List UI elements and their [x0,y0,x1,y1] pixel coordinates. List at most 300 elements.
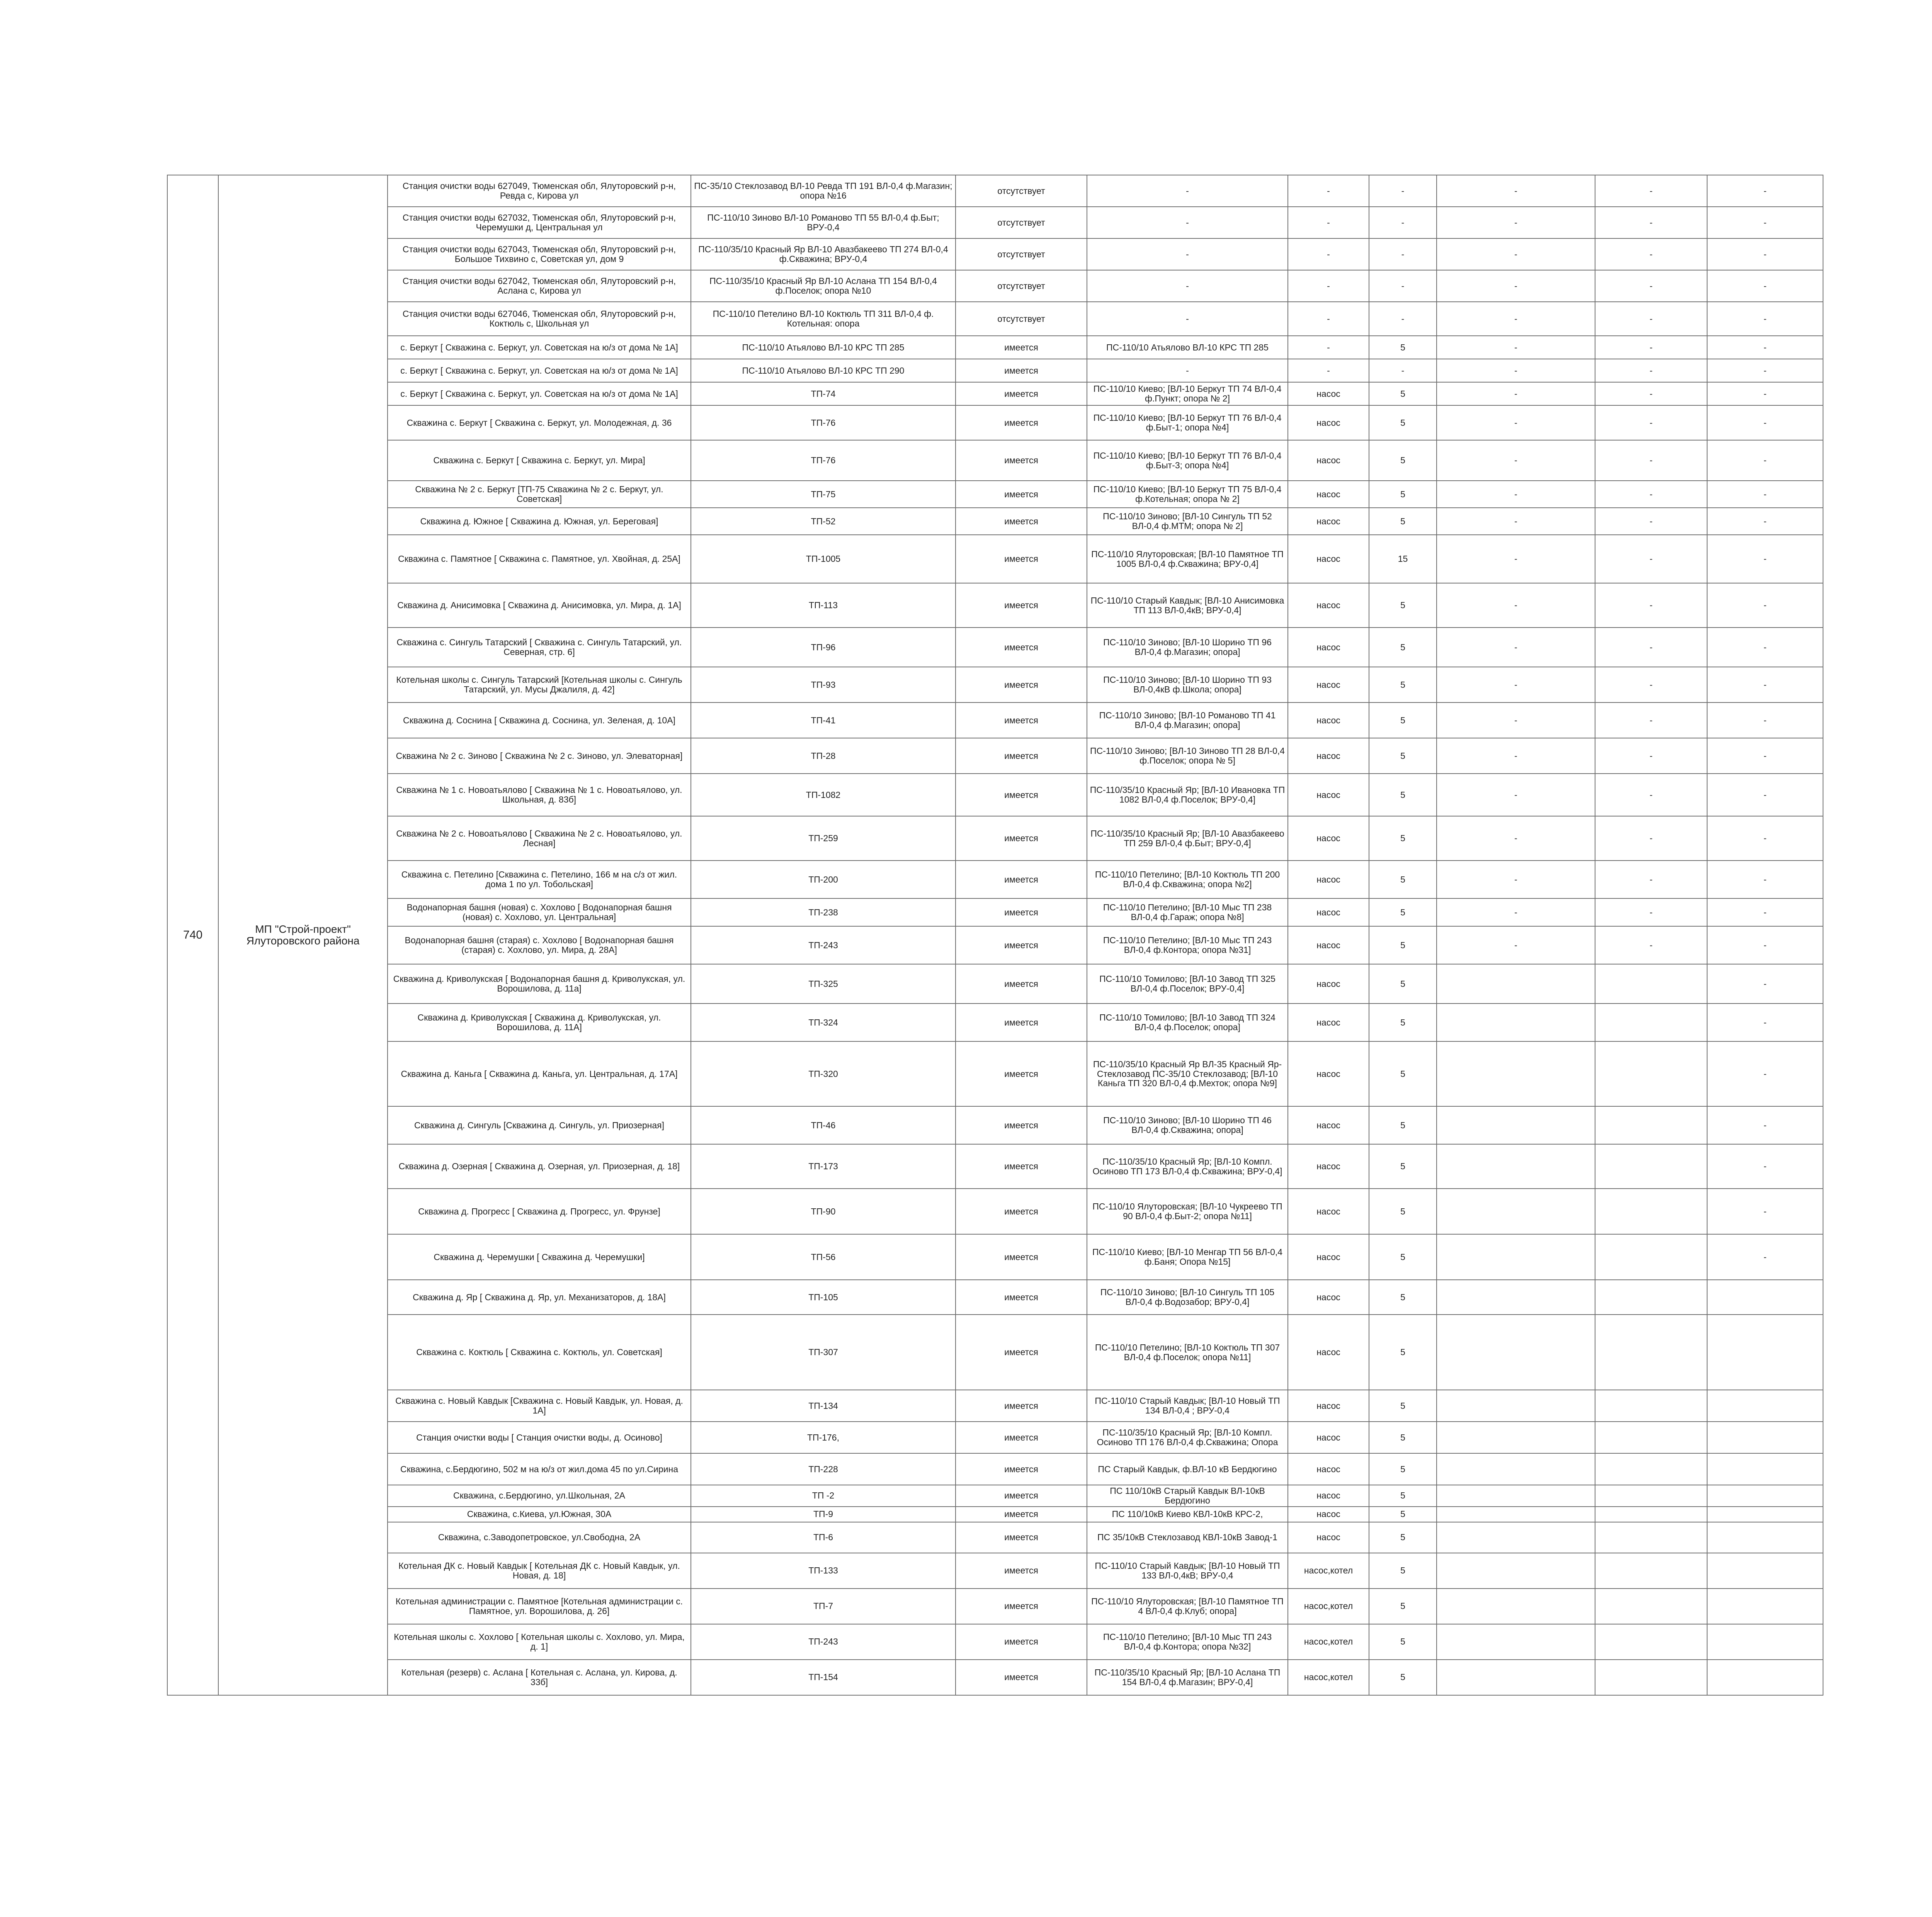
table-row [167,583,1823,628]
table-row [167,1422,1823,1453]
table-row [167,336,1823,359]
power-source-cell: ТП-200 [691,861,956,898]
connection-point-cell: ПС-110/10 Томилово; [ВЛ-10 Завод ТП 324 ВЛ-0,4 ф.Поселок; опора] [1087,1004,1288,1041]
table-row [167,405,1823,440]
connection-point-cell: ПС-110/10 Ялуторовская; [ВЛ-10 Памятное ТП 4 ВЛ-0,4 ф.Клуб; опора] [1087,1589,1288,1624]
power-cell: 5 [1369,774,1437,816]
presence-cell: отсутствует [956,270,1087,302]
table-row [167,207,1823,238]
extra-cell-3: - [1707,1234,1823,1280]
presence-cell: имеется [956,774,1087,816]
connection-point-cell: ПС-110/10 Ялуторовская; [ВЛ-10 Памятное ТП 1005 ВЛ-0,4 ф.Скважина; ВРУ-0,4] [1087,535,1288,583]
presence-cell: имеется [956,964,1087,1004]
power-cell: - [1369,207,1437,238]
power-source-cell: ТП-56 [691,1234,956,1280]
power-cell: 5 [1369,1589,1437,1624]
equipment-cell: насос [1288,1522,1369,1553]
power-cell: 5 [1369,583,1437,628]
power-source-cell: ТП-6 [691,1522,956,1553]
extra-cell-3: - [1707,964,1823,1004]
presence-cell: имеется [956,1315,1087,1390]
extra-cell-2: - [1595,302,1707,336]
table-row [167,667,1823,703]
extra-cell-1 [1437,1422,1595,1453]
extra-cell-1 [1437,1189,1595,1234]
power-source-cell: ПС-110/10 Зиново ВЛ-10 Романово ТП 55 ВЛ-0,4 ф.Быт; ВРУ-0,4 [691,207,956,238]
connection-point-cell: - [1087,207,1288,238]
connection-point-cell: - [1087,302,1288,336]
power-source-cell: ТП-41 [691,703,956,738]
table-row [167,1624,1823,1660]
extra-cell-2 [1595,1004,1707,1041]
presence-cell: имеется [956,898,1087,926]
object-name-cell: Скважина д. Криволукская [ Скважина д. Криволукская, ул. Ворошилова, д. 11А] [388,1004,691,1041]
extra-cell-1: - [1437,816,1595,861]
extra-cell-3 [1707,1280,1823,1315]
connection-point-cell: ПС-110/35/10 Красный Яр; [ВЛ-10 Авазбакеево ТП 259 ВЛ-0,4 ф.Быт; ВРУ-0,4] [1087,816,1288,861]
power-cell: 5 [1369,703,1437,738]
equipment-cell: насос [1288,1234,1369,1280]
extra-cell-3: - [1707,270,1823,302]
object-name-cell: Станция очистки воды [ Станция очистки воды, д. Осиново] [388,1422,691,1453]
extra-cell-1: - [1437,207,1595,238]
power-cell: 5 [1369,1041,1437,1106]
extra-cell-3: - [1707,1106,1823,1144]
extra-cell-3: - [1707,336,1823,359]
power-source-cell: ТП-238 [691,898,956,926]
equipment-cell: насос [1288,738,1369,774]
object-name-cell: Скважина д. Соснина [ Скважина д. Соснина, ул. Зеленая, д. 10А] [388,703,691,738]
connection-point-cell: ПС-110/10 Зиново; [ВЛ-10 Сингуль ТП 52 ВЛ-0,4 ф.МТМ; опора № 2] [1087,508,1288,535]
extra-cell-3 [1707,1507,1823,1522]
power-cell: 5 [1369,1553,1437,1589]
presence-cell: имеется [956,1485,1087,1507]
record-number-cell: 740 [167,175,218,1695]
presence-cell: имеется [956,1004,1087,1041]
table-row [167,703,1823,738]
presence-cell: имеется [956,382,1087,405]
extra-cell-2 [1595,1144,1707,1189]
extra-cell-3 [1707,1589,1823,1624]
equipment-cell: насос [1288,628,1369,667]
extra-cell-1: - [1437,270,1595,302]
extra-cell-2: - [1595,481,1707,508]
extra-cell-3: - [1707,861,1823,898]
power-cell: - [1369,302,1437,336]
power-source-cell: ТП-93 [691,667,956,703]
object-name-cell: Скважина с. Новый Кавдык [Скважина с. Новый Кавдык, ул. Новая, д. 1А] [388,1390,691,1422]
power-cell: 5 [1369,1522,1437,1553]
power-cell: 5 [1369,628,1437,667]
table-row [167,1660,1823,1695]
power-cell: 5 [1369,861,1437,898]
extra-cell-1 [1437,1004,1595,1041]
power-cell: 5 [1369,1234,1437,1280]
extra-cell-1 [1437,1485,1595,1507]
connection-point-cell: ПС-110/10 Зиново; [ВЛ-10 Шорино ТП 46 ВЛ-0,4 ф.Скважина; опора] [1087,1106,1288,1144]
presence-cell: имеется [956,336,1087,359]
extra-cell-1: - [1437,535,1595,583]
table-row [167,1315,1823,1390]
equipment-cell: насос [1288,1144,1369,1189]
object-name-cell: Скважина с. Беркут [ Скважина с. Беркут, ул. Молодежная, д. 36 [388,405,691,440]
connection-point-cell: ПС-110/35/10 Красный Яр ВЛ-35 Красный Яр-Стеклозавод ПС-35/10 Стеклозавод; [ВЛ-10 Каньга ТП 320 ВЛ-0,4 ф.Мехток; опора №9] [1087,1041,1288,1106]
table-row [167,302,1823,336]
table-row [167,508,1823,535]
extra-cell-2: - [1595,382,1707,405]
power-source-cell: ТП-76 [691,440,956,481]
power-cell: 5 [1369,816,1437,861]
connection-point-cell: - [1087,359,1288,382]
equipment-cell: насос [1288,1390,1369,1422]
power-cell: 5 [1369,1485,1437,1507]
connection-point-cell: ПС-110/10 Томилово; [ВЛ-10 Завод ТП 325 ВЛ-0,4 ф.Поселок; ВРУ-0,4] [1087,964,1288,1004]
extra-cell-3: - [1707,440,1823,481]
extra-cell-2: - [1595,667,1707,703]
equipment-cell: насос,котел [1288,1553,1369,1589]
presence-cell: отсутствует [956,175,1087,207]
presence-cell: имеется [956,1589,1087,1624]
extra-cell-1: - [1437,774,1595,816]
extra-cell-2: - [1595,628,1707,667]
extra-cell-2: - [1595,738,1707,774]
presence-cell: имеется [956,359,1087,382]
power-source-cell: ТП-75 [691,481,956,508]
power-source-cell: ТП-228 [691,1453,956,1485]
extra-cell-1: - [1437,405,1595,440]
extra-cell-3 [1707,1553,1823,1589]
object-name-cell: Скважина с. Коктюль [ Скважина с. Коктюль, ул. Советская] [388,1315,691,1390]
equipment-cell: насос [1288,382,1369,405]
presence-cell: имеется [956,1390,1087,1422]
presence-cell: имеется [956,583,1087,628]
table-row [167,1553,1823,1589]
connection-point-cell: ПС-110/10 Киево; [ВЛ-10 Беркут ТП 75 ВЛ-0,4 ф.Котельная; опора № 2] [1087,481,1288,508]
extra-cell-2 [1595,1660,1707,1695]
extra-cell-2 [1595,1522,1707,1553]
extra-cell-3: - [1707,302,1823,336]
power-cell: 5 [1369,405,1437,440]
extra-cell-2: - [1595,270,1707,302]
object-name-cell: Станция очистки воды 627032, Тюменская обл, Ялуторовский р-н, Черемушки д, Центральная ул [388,207,691,238]
extra-cell-2 [1595,1422,1707,1453]
object-name-cell: Станция очистки воды 627043, Тюменская обл, Ялуторовский р-н, Большое Тихвино с, Советская ул, дом 9 [388,238,691,270]
extra-cell-2 [1595,1041,1707,1106]
object-name-cell: Скважина № 2 с. Новоатьялово [ Скважина № 2 с. Новоатьялово, ул. Лесная] [388,816,691,861]
power-source-cell: ТП-28 [691,738,956,774]
extra-cell-3: - [1707,382,1823,405]
extra-cell-3: - [1707,774,1823,816]
table-row [167,175,1823,207]
equipment-cell: насос [1288,703,1369,738]
table-row [167,1485,1823,1507]
equipment-cell: насос,котел [1288,1624,1369,1660]
equipment-cell: - [1288,175,1369,207]
object-name-cell: Котельная администрации с. Памятное [Котельная администрации с. Памятное, ул. Ворошилова, д. 26] [388,1589,691,1624]
table-row [167,1522,1823,1553]
connection-point-cell: ПС-110/10 Зиново; [ВЛ-10 Шорино ТП 96 ВЛ-0,4 ф.Магазин; опора] [1087,628,1288,667]
table-row [167,926,1823,964]
power-source-cell: ТП-90 [691,1189,956,1234]
equipment-cell: насос,котел [1288,1660,1369,1695]
presence-cell: имеется [956,738,1087,774]
table-row [167,270,1823,302]
power-cell: 5 [1369,1422,1437,1453]
extra-cell-3: - [1707,508,1823,535]
table-row [167,816,1823,861]
extra-cell-1: - [1437,238,1595,270]
power-cell: 5 [1369,382,1437,405]
extra-cell-1 [1437,1280,1595,1315]
table-row [167,481,1823,508]
extra-cell-2 [1595,1589,1707,1624]
extra-cell-2: - [1595,405,1707,440]
presence-cell: имеется [956,1144,1087,1189]
object-name-cell: Скважина, с.Бердюгино, ул.Школьная, 2А [388,1485,691,1507]
presence-cell: имеется [956,1189,1087,1234]
extra-cell-3 [1707,1522,1823,1553]
equipment-cell: насос [1288,1189,1369,1234]
extra-cell-3: - [1707,1144,1823,1189]
equipment-cell: - [1288,270,1369,302]
power-cell: 5 [1369,481,1437,508]
power-cell: 5 [1369,1315,1437,1390]
extra-cell-1 [1437,1234,1595,1280]
power-source-cell: ТП-320 [691,1041,956,1106]
extra-cell-3: - [1707,1041,1823,1106]
connection-point-cell: ПС 110/10кВ Киево КВЛ-10кВ КРС-2, [1087,1507,1288,1522]
extra-cell-1: - [1437,175,1595,207]
equipment-cell: насос [1288,1315,1369,1390]
table-row [167,738,1823,774]
connection-point-cell: ПС-110/10 Старый Кавдык; [ВЛ-10 Анисимовка ТП 113 ВЛ-0,4кВ; ВРУ-0,4] [1087,583,1288,628]
object-name-cell: Скважина д. Черемушки [ Скважина д. Черемушки] [388,1234,691,1280]
extra-cell-1: - [1437,382,1595,405]
equipment-cell: насос [1288,926,1369,964]
presence-cell: имеется [956,926,1087,964]
equipment-cell: - [1288,238,1369,270]
power-cell: 5 [1369,440,1437,481]
connection-point-cell: ПС-110/10 Зиново; [ВЛ-10 Романово ТП 41 ВЛ-0,4 ф.Магазин; опора] [1087,703,1288,738]
object-name-cell: с. Беркут [ Скважина с. Беркут, ул. Советская на ю/з от дома № 1А] [388,382,691,405]
table-row [167,1041,1823,1106]
connection-point-cell: ПС-110/10 Петелино; [ВЛ-10 Коктюль ТП 307 ВЛ-0,4 ф.Поселок; опора №11] [1087,1315,1288,1390]
extra-cell-2: - [1595,774,1707,816]
equipment-cell: насос [1288,1004,1369,1041]
connection-point-cell: ПС-110/10 Старый Кавдык; [ВЛ-10 Новый ТП 134 ВЛ-0,4 ; ВРУ-0,4 [1087,1390,1288,1422]
extra-cell-2: - [1595,926,1707,964]
power-cell: 15 [1369,535,1437,583]
object-name-cell: Скважина с. Сингуль Татарский [ Скважина с. Сингуль Татарский, ул. Северная, стр. 6] [388,628,691,667]
presence-cell: имеется [956,1106,1087,1144]
extra-cell-1 [1437,1106,1595,1144]
presence-cell: имеется [956,1041,1087,1106]
equipment-cell: - [1288,207,1369,238]
extra-cell-1: - [1437,302,1595,336]
extra-cell-1: - [1437,583,1595,628]
extra-cell-3: - [1707,175,1823,207]
extra-cell-2 [1595,1390,1707,1422]
table-row [167,774,1823,816]
power-cell: 5 [1369,964,1437,1004]
table-row [167,1507,1823,1522]
extra-cell-3: - [1707,1189,1823,1234]
extra-cell-1 [1437,1315,1595,1390]
extra-cell-3 [1707,1624,1823,1660]
equipment-cell: насос [1288,1422,1369,1453]
equipment-cell: насос [1288,1453,1369,1485]
extra-cell-1 [1437,1522,1595,1553]
object-name-cell: Скважина № 2 с. Зиново [ Скважина № 2 с. Зиново, ул. Элеваторная] [388,738,691,774]
extra-cell-3: - [1707,481,1823,508]
equipment-cell: насос [1288,481,1369,508]
equipment-cell: насос [1288,816,1369,861]
connection-point-cell: ПС-110/10 Зиново; [ВЛ-10 Шорино ТП 93 ВЛ-0,4кВ ф.Школа; опора] [1087,667,1288,703]
extra-cell-2 [1595,1280,1707,1315]
power-cell: 5 [1369,667,1437,703]
extra-cell-3: - [1707,816,1823,861]
extra-cell-1 [1437,1453,1595,1485]
power-source-cell: ТП-96 [691,628,956,667]
extra-cell-2 [1595,1553,1707,1589]
presence-cell: имеется [956,508,1087,535]
power-source-cell: ТП-259 [691,816,956,861]
power-cell: 5 [1369,508,1437,535]
extra-cell-1: - [1437,508,1595,535]
object-name-cell: Котельная школы с. Сингуль Татарский [Котельная школы с. Сингуль Татарский, ул. Мусы Джалиля, д. 42] [388,667,691,703]
extra-cell-1 [1437,1589,1595,1624]
table-row [167,535,1823,583]
extra-cell-1: - [1437,861,1595,898]
presence-cell: имеется [956,861,1087,898]
presence-cell: имеется [956,405,1087,440]
connection-point-cell: ПС-110/10 Киево; [ВЛ-10 Менгар ТП 56 ВЛ-0,4 ф.Баня; Опора №15] [1087,1234,1288,1280]
extra-cell-2: - [1595,207,1707,238]
power-cell: - [1369,238,1437,270]
presence-cell: имеется [956,1422,1087,1453]
extra-cell-1: - [1437,359,1595,382]
connection-point-cell: ПС-110/10 Киево; [ВЛ-10 Беркут ТП 76 ВЛ-0,4 ф.Быт-3; опора №4] [1087,440,1288,481]
extra-cell-3 [1707,1453,1823,1485]
extra-cell-2: - [1595,440,1707,481]
power-cell: 5 [1369,898,1437,926]
extra-cell-3: - [1707,359,1823,382]
extra-cell-2: - [1595,583,1707,628]
extra-cell-3: - [1707,583,1823,628]
object-name-cell: Скважина д. Южное [ Скважина д. Южная, ул. Береговая] [388,508,691,535]
extra-cell-3: - [1707,667,1823,703]
power-source-cell: ПС-110/10 Атьялово ВЛ-10 КРС ТП 285 [691,336,956,359]
extra-cell-3: - [1707,738,1823,774]
connection-point-cell: ПС Старый Кавдык, ф.ВЛ-10 кВ Бердюгино [1087,1453,1288,1485]
object-name-cell: Скважина, с.Заводопетровское, ул.Свободна, 2А [388,1522,691,1553]
object-name-cell: Станция очистки воды 627046, Тюменская обл, Ялуторовский р-н, Коктюль с, Школьная ул [388,302,691,336]
connection-point-cell: ПС 110/10кВ Старый Кавдык ВЛ-10кВ Бердюгино [1087,1485,1288,1507]
table-row [167,964,1823,1004]
presence-cell: имеется [956,481,1087,508]
connection-point-cell: ПС-110/10 Зиново; [ВЛ-10 Зиново ТП 28 ВЛ-0,4 ф.Поселок; опора № 5] [1087,738,1288,774]
power-cell: 5 [1369,1280,1437,1315]
equipment-cell: - [1288,336,1369,359]
power-source-cell: ТП-176, [691,1422,956,1453]
extra-cell-3 [1707,1390,1823,1422]
equipment-cell: насос [1288,964,1369,1004]
connection-point-cell: ПС-110/10 Зиново; [ВЛ-10 Сингуль ТП 105 ВЛ-0,4 ф.Водозабор; ВРУ-0,4] [1087,1280,1288,1315]
power-source-cell: ПС-110/35/10 Красный Яр ВЛ-10 Авазбакеево ТП 274 ВЛ-0,4 ф.Скважина; ВРУ-0,4 [691,238,956,270]
presence-cell: имеется [956,703,1087,738]
extra-cell-2 [1595,1106,1707,1144]
power-cell: 5 [1369,1390,1437,1422]
connection-point-cell: ПС-110/35/10 Красный Яр; [ВЛ-10 Аслана ТП 154 ВЛ-0,4 ф.Магазин; ВРУ-0,4] [1087,1660,1288,1695]
power-cell: 5 [1369,1189,1437,1234]
object-name-cell: с. Беркут [ Скважина с. Беркут, ул. Советская на ю/з от дома № 1А] [388,336,691,359]
power-source-cell: ПС-35/10 Стеклозавод ВЛ-10 Ревда ТП 191 ВЛ-0,4 ф.Магазин; опора №16 [691,175,956,207]
presence-cell: имеется [956,1553,1087,1589]
presence-cell: имеется [956,440,1087,481]
power-source-cell: ТП-113 [691,583,956,628]
power-source-cell: ТП-307 [691,1315,956,1390]
extra-cell-1 [1437,1390,1595,1422]
extra-cell-3 [1707,1422,1823,1453]
power-source-cell: ПС-110/10 Петелино ВЛ-10 Коктюль ТП 311 ВЛ-0,4 ф. Котельная: опора [691,302,956,336]
extra-cell-3: - [1707,535,1823,583]
power-source-cell: ТП-46 [691,1106,956,1144]
extra-cell-1 [1437,964,1595,1004]
object-name-cell: Скважина д. Анисимовка [ Скважина д. Анисимовка, ул. Мира, д. 1А] [388,583,691,628]
power-source-cell: ТП -2 [691,1485,956,1507]
power-cell: 5 [1369,1660,1437,1695]
power-source-cell: ПС-110/35/10 Красный Яр ВЛ-10 Аслана ТП 154 ВЛ-0,4 ф.Поселок; опора №10 [691,270,956,302]
power-source-cell: ТП-154 [691,1660,956,1695]
equipment-cell: насос [1288,1041,1369,1106]
extra-cell-2: - [1595,508,1707,535]
object-name-cell: Скважина, с.Киева, ул.Южная, 30А [388,1507,691,1522]
object-name-cell: Скважина д. Прогресс [ Скважина д. Прогресс, ул. Фрунзе] [388,1189,691,1234]
power-source-cell: ТП-1082 [691,774,956,816]
extra-cell-3 [1707,1485,1823,1507]
table-row [167,1106,1823,1144]
connection-point-cell: ПС-110/10 Атьялово ВЛ-10 КРС ТП 285 [1087,336,1288,359]
extra-cell-2 [1595,1234,1707,1280]
equipment-cell: - [1288,302,1369,336]
power-source-cell: ТП-324 [691,1004,956,1041]
object-name-cell: Водонапорная башня (старая) с. Хохлово [ Водонапорная башня (старая) с. Хохлово, ул. Мира, д. 28А] [388,926,691,964]
equipment-cell: насос [1288,898,1369,926]
power-cell: 5 [1369,336,1437,359]
presence-cell: имеется [956,535,1087,583]
object-name-cell: Скважина д. Сингуль [Скважина д. Сингуль, ул. Приозерная] [388,1106,691,1144]
connection-point-cell: - [1087,175,1288,207]
connection-point-cell: ПС-110/10 Петелино; [ВЛ-10 Мыс ТП 238 ВЛ-0,4 ф.Гараж; опора №8] [1087,898,1288,926]
power-cell: 5 [1369,1453,1437,1485]
extra-cell-2: - [1595,861,1707,898]
extra-cell-1 [1437,1624,1595,1660]
object-name-cell: Скважина д. Криволукская [ Водонапорная башня д. Криволукская, ул. Ворошилова, д. 11а] [388,964,691,1004]
extra-cell-3: - [1707,898,1823,926]
power-cell: - [1369,175,1437,207]
power-source-cell: ТП-134 [691,1390,956,1422]
object-name-cell: Скважина № 2 с. Беркут [ТП-75 Скважина № 2 с. Беркут, ул. Советская] [388,481,691,508]
extra-cell-1: - [1437,336,1595,359]
table-row [167,1234,1823,1280]
extra-cell-3: - [1707,405,1823,440]
extra-cell-1: - [1437,926,1595,964]
power-source-cell: ТП-173 [691,1144,956,1189]
extra-cell-2 [1595,1189,1707,1234]
equipment-cell: насос [1288,1485,1369,1507]
presence-cell: имеется [956,1280,1087,1315]
object-name-cell: Котельная ДК с. Новый Кавдык [ Котельная ДК с. Новый Кавдык, ул. Новая, д. 18] [388,1553,691,1589]
